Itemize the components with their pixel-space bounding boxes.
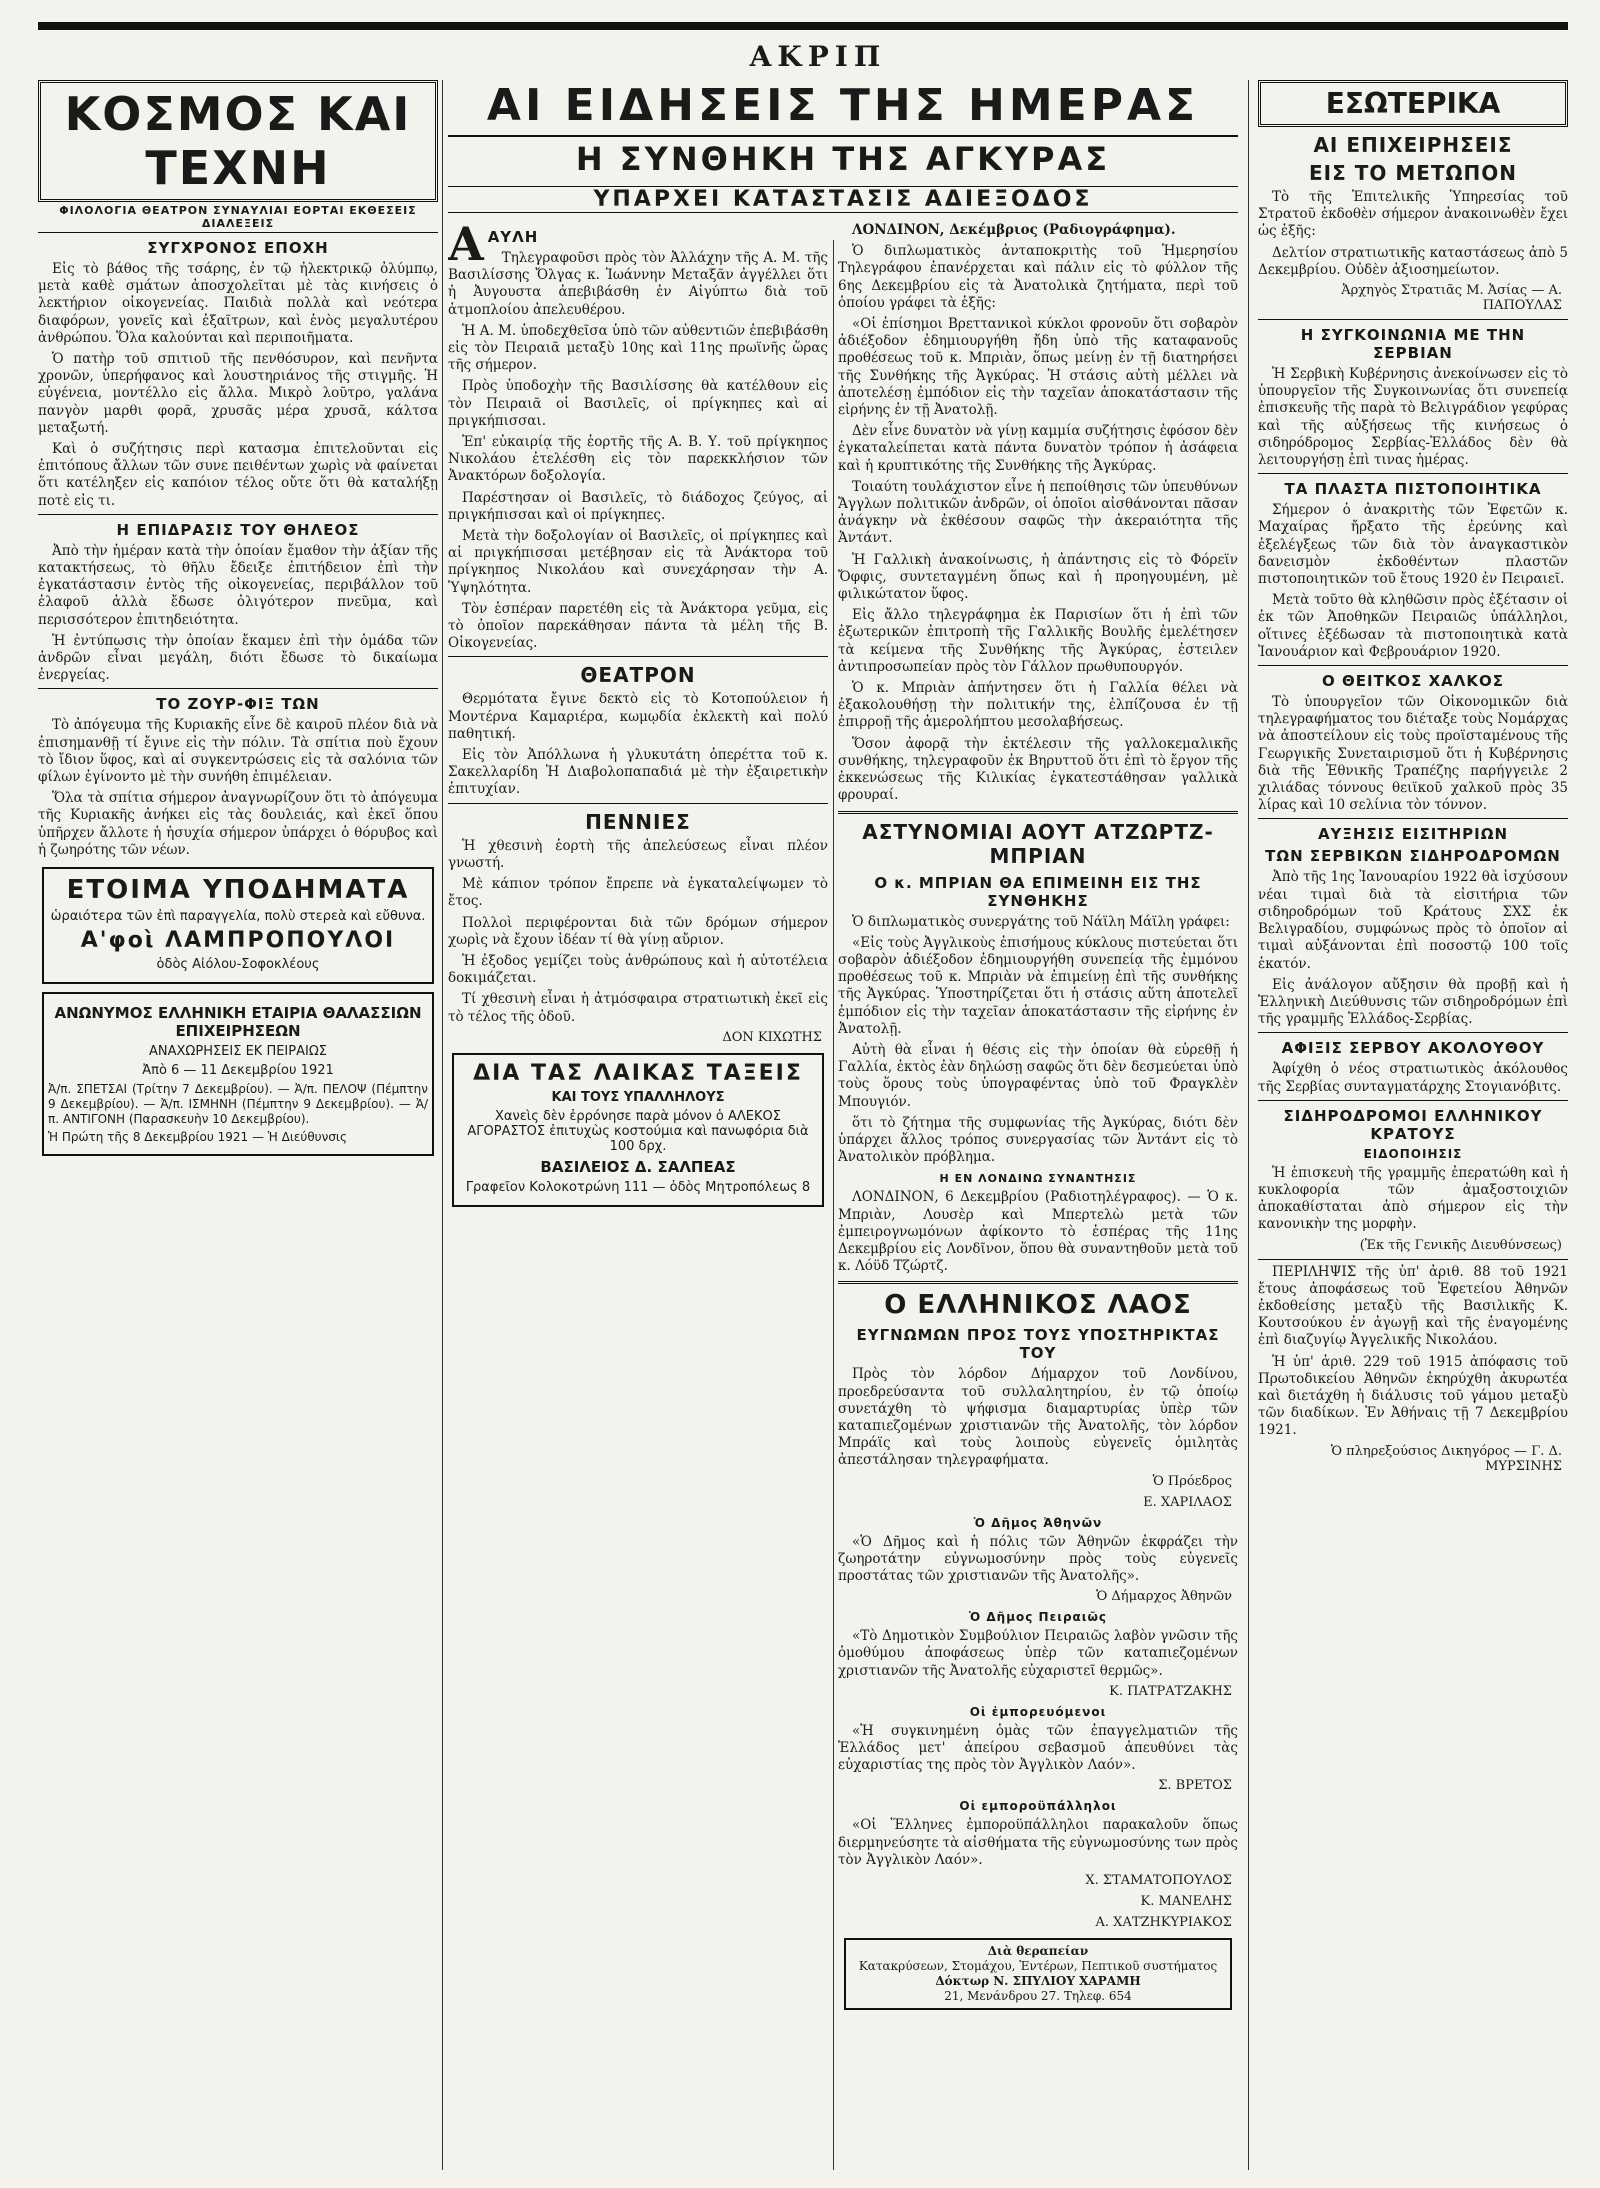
signature-name: Ε. ΧΑΡΙΛΑΟΣ [1143,1494,1232,1510]
advertisement-shoes [42,867,434,984]
article-paragraph: Τοιαύτη τουλάχιστον εἶνε ἡ πεποίθησις τῶν ὑπευθύνων Ἄγγλων πολιτικῶν ἀνδρῶν, οἱ ὁποῖοι αἰσθάνονται πᾶσαν ἀνάγκην νὰ ἐκθέσουν σαφῶς τὴν ἀκεραιότητα τῆς Ἀντάντ. [838,478,1238,547]
article-paragraph: Μετὰ τὴν δοξολογίαν οἱ Βασιλεῖς, οἱ πρίγκηπες καὶ αἱ πριγκήπισσαι μετέβησαν εἰς τὰ Ἀνάκτορα τοῦ πρίγκηπος Νικολάου καὶ συνεχάρησαν τὴν Α. Ὑψηλότητα. [448,528,828,596]
article-paragraph: Ἡ ἐξοδος γεμίζει τοὺς ἀνθρώπους καὶ ἡ αὐτοτέλεια δοκιμάζεται. [448,952,828,987]
article-heading: Οἱ εμποροϋπάλληλοι [959,1799,1117,1814]
masthead: ΑΚΡΙΠ [749,40,887,73]
article-paragraph: Εἰς ἀνάλογον αὔξησιν θὰ προβῇ καὶ ἡ Ἑλληνικὴ Διεύθυνσις τῶν σιδηροδρόμων ἐπὶ τῆς γραμμῆς Ἑλλάδος-Σερβίας. [1258,976,1568,1028]
article-heading: ΑΥΞΗΣΙΣ ΕΙΣΙΤΗΡΙΩΝ [1317,825,1509,844]
article-paragraph: Αὐτὴ θὰ εἶναι ἡ θέσις εἰς τὴν ὁποίαν θὰ εὑρεθῇ ἡ Γαλλία, ἐκτὸς ἐὰν δηλώσῃ σαφῶς ὅτι δὲν δεσμεύεται ὑπὸ τοὺς ὅρους τοὺς ὑπογραφέντας ὑπὸ τοῦ Φραγκλὲν Μπουγιόν. [838,1041,1238,1110]
article-paragraph: Δὲν εἶνε δυνατὸν νὰ γίνῃ καμμία συζήτησις ἐφόσον δὲν ἐγκαταλείπεται κατὰ πάντα δυνατὸν τρόπον ἡ ἀσάφεια καὶ ἡ κρυπτικότης τῆς Συνθήκης τῆς Ἀγκύρας. [838,423,1238,474]
ad-dates: Ἀπὸ 6 — 11 Δεκεμβρίου 1921 [142,1063,334,1079]
article-paragraph: Μετὰ τοῦτο θὰ κληθῶσιν πρὸς ἐξέτασιν οἱ ἐκ τῶν Ἀποθηκῶν Πειραιῶς ὑπάλληλοι, οἵτινες ἐξέδωσαν τὰ πιστοποιητικὰ κατὰ Ἰανουάριον καὶ Φεβρουάριον 1920. [1258,592,1568,660]
signature: Ἀρχηγὸς Στρατιᾶς Μ. Ἀσίας — Α. ΠΑΠΟΥΛΑΣ [1341,283,1562,314]
article-paragraph: Ὁ πατὴρ τοῦ σπιτιοῦ τῆς πενθόσυρον, καὶ πενῆντα χρονῶν, ὑπερήφανος καὶ λουστηριάνος τῆς στιγμῆς. Ἡ εὐγένεια, μοντέλλο εἰς ἄλλα. Μικρὸ λοῦτρο, γαλάνα πανγὸν μαρθι φορᾶ, χρυσᾶς μέρα χρυσᾶ, κάλτσα μεταξωτή. [38,351,438,436]
article-paragraph: «Ἡ συγκινημένη ὁμὰς τῶν ἐπαγγελματιῶν τῆς Ἑλλάδος μετ' ἀπείρου σεβασμοῦ ἀπευθύνει τὰς εὐχαριστίας της πρὸς τὸν Ἀγγλικὸν Λαόν». [838,1722,1238,1774]
article-paragraph: Ὅλα τὰ σπίτια σήμερον ἀναγνωρίζουν ὅτι τὸ ἀπόγευμα τῆς Κυριακῆς ἀνήκει εἰς τὰς δουλειάς, καὶ ἐκεῖ ὅπου ὑπῆρχεν ἄλλοτε ἡ ἡσυχία σήμερον ὑπάρχει ὁ θόρυβος καὶ ἡ ζωηρότης τῶν νέων. [38,790,438,858]
article-paragraph: «Εἰς τοὺς Ἀγγλικοὺς ἐπισήμους κύκλους πιστεύεται ὅτι σοβαρὸν ἀδιέξοδον ἐδημιουργήθη συνεπείᾳ τῆς ἐμμόνου προθέσεως τοῦ κ. Μπριὰν νὰ ἐπιμείνῃ ἐπὶ τῆς συνθήκης τῆς Ἀγκύρας. Ὑποστηρίζεται ὅτι ἡ στάσις αὕτη ἀποτελεῖ ἐμπόδιον εἰς τὴν ταχεῖαν ἀποκατάστασιν τῆς εἰρήνης ἐν Ἀνατολῇ. [838,934,1238,1037]
article-heading: Ὁ Δῆμος Πειραιῶς [968,1610,1108,1625]
signature-name: Κ. ΠΑΤΡΑΤΖΑΚΗΣ [1109,1683,1232,1699]
article-paragraph: Τὸ τῆς Ἐπιτελικῆς Ὑπηρεσίας τοῦ Στρατοῦ ἐκδοθὲν σήμερον ἀνακοινωθὲν ἔχει ὡς ἑξῆς: [1258,189,1568,240]
article-heading: Ο ΕΛΛΗΝΙΚΟΣ ΛΑΟΣ [884,1290,1192,1321]
signature-name: Κ. ΜΑΝΕΛΗΣ [1140,1894,1232,1910]
ad-headline: ΑΝΩΝΥΜΟΣ ΕΛΛΗΝΙΚΗ ΕΤΑΙΡΙΑ ΘΑΛΑΣΣΙΩΝ ΕΠΙΧΕΙΡΗΣΕΩΝ [54,1004,422,1041]
article-paragraph: Ἐπ' εὐκαιρίᾳ τῆς ἑορτῆς τῆς Α. Β. Υ. τοῦ πρίγκηπος Νικολάου ἐτελέσθη εἰς τὸν παρεκκλήσιον τῶν Ἀνακτόρων δοξολογία. [448,434,828,485]
article-paragraph: Εἰς ἄλλο τηλεγράφημα ἐκ Παρισίων ὅτι ἡ ἐπὶ τῶν ἐξωτερικῶν ἐπιτροπὴ τῆς Γαλλικῆς Βουλῆς ἐμελέτησεν τὰ κείμενα τῆς Συνθήκης τῆς Ἀγκύρας, ἐστειλεν ἀντιπροσωπείαν πρὸς τὸν Γάλλον πρωθυπουργόν. [838,607,1238,675]
signature-name: Σ. ΒΡΕΤΟΣ [1158,1778,1232,1794]
article-heading: ΤΟ ΖΟΥΡ-ΦΙΞ ΤΩΝ [156,695,320,714]
article-paragraph: Τί χθεσινὴ εἶναι ἡ ἀτμόσφαιρα στρατιωτικὴ ἐκεῖ εἰς τὸ τέλος τῆς ὁδοῦ. [448,991,828,1025]
article-heading: ΑΙ ΕΠΙΧΕΙΡΗΣΕΙΣ [1313,133,1513,157]
advertisement-clothing [452,1053,824,1207]
dateline: ΛΟΝΔΙΝΟΝ, Δεκέμβριος (Ραδιογράφημα). [852,222,1176,238]
ad-text: Κατακρύσεων, Στομάχου, Ἐντέρων, Πεπτικοῦ συστήματος [858,1959,1218,1974]
article-subheading: ΕΙΔΟΠΟΙΗΣΙΣ [1363,1146,1463,1161]
column-divider [1248,80,1249,2170]
ad-headline: ΕΤΟΙΜΑ ΥΠΟΔΗΜΑΤΑ [66,875,410,906]
ad-footer: Ἡ Πρώτη τῆς 8 Δεκεμβρίου 1921 — Ἡ Διεύθυνσις [48,1130,348,1145]
main-banner: ΑΙ ΕΙΔΗΣΕΙΣ ΤΗΣ ΗΜΕΡΑΣ [448,80,1238,137]
signature-role: Ὁ Δήμαρχος Ἀθηνῶν [1096,1589,1232,1605]
article-subheading: ΕΥΓΝΩΜΩΝ ΠΡΟΣ ΤΟΥΣ ΥΠΟΣΤΗΡΙΚΤΑΣ ΤΟΥ [856,1326,1220,1363]
article-paragraph: Ὁ διπλωματικὸς συνεργάτης τοῦ Νάϊλη Μάϊλη γράφει: [852,913,1230,930]
article-paragraph: Ὁ διπλωματικὸς ἀνταποκριτὴς τοῦ Ἡμερησίου Τηλεγράφου ἐπανέρχεται καὶ πάλιν εἰς τὸ φύλλον τῆς 6ης Δεκεμβρίου εἰς τὰ Ἀνατολικὰ ζητήματα, περὶ τοῦ ὁποίου γράφει τὰ ἑξῆς: [838,243,1238,311]
article-paragraph: Τὸ ὑπουργεῖον τῶν Οἰκονομικῶν διὰ τηλεγραφήματος του διέταξε τοὺς Νομάρχας νὰ ἀποστείλουν εἰς τοὺς προϊσταμένους τῆς Γεωργικῆς Συνεταιρισμοῦ ὅτι ἡ Κυβέρνησις διὰ τῆς Ἐθνικῆς Τραπέζης παρήγγειλε 2 χιλιάδας τόννους θειϊκοῦ χαλκοῦ πρὸς 35 λίρας καὶ 10 σελίνια τὸν τόννον. [1258,694,1568,814]
article-paragraph: Τηλεγραφοῦσι πρὸς τὸν Ἀλλάχην τῆς Α. Μ. τῆς Βασιλίσσης Ὄλγας κ. Ἰωάννην Μεταξᾶν ἀγγέλλει ὅτι ἡ Ἀυγουστα ἀπεβιβάσθη ἐν Αἰγύπτω διὰ τοῦ ἀτμοπλοίου ἀπελευθέρου. [448,250,828,318]
ad-subtitle: ΑΝΑΧΩΡΗΣΕΙΣ ΕΚ ΠΕΙΡΑΙΩΣ [149,1044,327,1060]
article-heading: ΣΙΔΗΡΟΔΡΟΜΟΙ ΕΛΛΗΝΙΚΟΥ ΚΡΑΤΟΥΣ [1283,1106,1543,1143]
article-paragraph: Ἡ ἐντύπωσις τὴν ὁποίαν ἔκαμεν ἐπὶ τὴν ὁμάδα τῶν ἀνδρῶν εἶναι μεγάλη, διότι ἔδωσε τὸ δικαίωμα ἐνεργείας. [38,632,438,684]
article-paragraph: Ἡ Γαλλικὴ ἀνακοίνωσις, ἡ ἀπάντησις εἰς τὸ Φόρεϊν Ὄφφις, συντεταγμένη ὅπως καὶ ἡ προηγουμένη, μὲ φιλικώτατον ὕφος. [838,551,1238,603]
signature: ΔΟΝ ΚΙΧΩΤΗΣ [722,1029,822,1045]
ad-text: ὡραιότερα τῶν ἐπὶ παραγγελία, πολὺ στερεὰ καὶ εὔθυνα. [50,909,426,925]
article-heading: ΑΣΤΥΝΟΜΙΑΙ ΑΟΥΤ ΑΤΖΩΡΤΖ-ΜΠΡΙΑΝ [862,819,1214,868]
article-heading: Οἱ ἐμπορευόμενοι [969,1704,1107,1719]
article-paragraph: Ἡ ὑπ' ἀριθ. 229 τοῦ 1915 ἀπόφασις τοῦ Πρωτοδικείου Ἀθηνῶν ἐκηρύχθη ἀκυρωτέα καὶ διετάχθη ἡ διάλυσις τοῦ γάμου μεταξὺ τῶν διαδίκων. Ἐν Ἀθήναις τῇ 7 Δεκεμβρίου 1921. [1258,1353,1568,1439]
article-paragraph: Πρὸς τὸν λόρδον Δήμαρχον τοῦ Λονδίνου, προεδρεύσαντα τοῦ συλλαλητηρίου, ἐν τῷ ὁποίῳ συνετάχθη τὸ ψήφισμα διαμαρτυρίας ὑπὲρ τῶν καταπιεζομένων χριστιανῶν τῆς Ἀνατολῆς, τὸν λόρδον Μπράϊς καὶ τοὺς λοιποὺς εὐγενεῖς ὁμιλητὰς ἀπεστάλησαν τηλεγραφήματα. [838,1366,1238,1469]
advertisement-doctor [844,1938,1232,2010]
article-heading: ΤΩΝ ΣΕΡΒΙΚΩΝ ΣΙΔΗΡΟΔΡΟΜΩΝ [1265,847,1561,866]
article-paragraph: ΛΟΝΔΙΝΟΝ, 6 Δεκεμβρίου (Ραδιοτηλέγραφος). — Ὁ κ. Μπριὰν, Λουσὲρ καὶ Μπερτελὼ μετὰ τῶν ἐμπειρογνωμόνων ἀφίκοντο τὸ ἑσπέρας τῆς 11ης Δεκεμβρίου εἰς Λονδῖνον, ὅπου θὰ συναντηθοῦν μετὰ τοῦ κ. Λόϋδ Τζώρτζ. [838,1189,1238,1275]
ad-brand: Α'φοὶ ΛΑΜΠΡΟΠΟΥΛΟΙ [80,928,396,954]
article-paragraph: «Τὸ Δημοτικὸν Συμβούλιον Πειραιῶς λαβὸν γνῶσιν τῆς ὁμοθύμου ἀποφάσεως ὑπὲρ τῶν καταπιεζομένων χριστιανῶν τῆς Ἀνατολῆς εὐχαριστεῖ θερμῶς». [838,1628,1238,1679]
article-paragraph: Τὸ ἀπόγευμα τῆς Κυριακῆς εἶνε δὲ καιροῦ πλέον διὰ νὰ ἐπισημανθῇ τί ἔγινε εἰς τὴν πόλιν. Τὰ σπίτια ποὺ ἔχουν τὸ ἴδιον ὕφος, καὶ αἱ συγκεντρώσεις εἰς τὰ σαλόνια τῶν φίλων ἐγίνοντο μὲ τὴν συνήθη ἐπιμέλειαν. [38,717,438,786]
article-paragraph: Μὲ κάπιον τρόπον ἔπρεπε νὰ ἐγκαταλείψωμεν τὸ ἔτος. [448,876,828,910]
article-paragraph: Ἀπὸ τὴν ἡμέραν κατὰ τὴν ὁποίαν ἔμαθον τὴν ἀξίαν τῆς κατακτήσεως, τὸ θῆλυ ἔδειξε ἐπιτήδειον ἐπὶ τὴν ἐγκατάστασιν ἐντὸς τῆς οἰκογενείας, περιβάλλον τοῦ ἐλαφοῦ ἀλλὰ ἔδωσε ὀλιγότερον πνεῦμα, καὶ περισσότερον ἐπιτηδειότητα. [38,542,438,628]
article-paragraph: Τὸν ἑσπέραν παρετέθη εἰς τὰ Ἀνάκτορα γεῦμα, εἰς τὸ ὁποῖον παρεκάθησαν πάντα τὰ μέλη τῆς Β. Οἰκογενείας. [448,600,828,652]
article-paragraph: Θερμότατα ἔγινε δεκτὸ εἰς τὸ Κοτοπούλειον ἡ Μοντέρνα Καμαριέρα, κωμῳδία ἐκλεκτὴ καὶ πολύ παθητική. [448,691,828,742]
center-left-column [448,222,828,1215]
article-paragraph: Ὅσον ἀφορᾷ τὴν ἐκτέλεσιν τῆς γαλλοκεμαλικῆς συνθήκης, τηλεγραφοῦν ἐκ Βηρυττοῦ ὅτι ἐπὶ τὸ ἔργον τῆς ἐκκενώσεως τῆς Κιλικίας ἐγκατεστάθησαν γαλλικὰ φρουραί. [838,735,1238,804]
article-paragraph: Ἀφίχθη ὁ νέος στρατιωτικὸς ἀκόλουθος τῆς Σερβίας συνταγματάρχης Στογιανόβιτς. [1258,1061,1568,1095]
article-heading: ΕΙΣ ΤΟ ΜΕΤΩΠΟΝ [1308,161,1518,185]
article-paragraph: Ὁ κ. Μπριὰν ἀπήντησεν ὅτι ἡ Γαλλία θέλει νὰ ἐξακολουθήσῃ τὴν πολιτικήν της, ἐλπίζουσα ἐν τῇ ἐπιρροῇ τῆς ἀμερολήπτου μεσολαβήσεως. [838,680,1238,731]
signature: (Ἐκ τῆς Γενικῆς Διευθύνσεως) [1359,1237,1562,1253]
article-paragraph: Πολλοὶ περιφέρονται διὰ τῶν δρόμων σήμερον χωρὶς νὰ ἔχουν ἰδέαν τί θὰ γίνῃ αὔριον. [448,914,828,948]
signature: Ὁ πληρεξούσιος Δικηγόρος — Γ. Δ. ΜΥΡΣΙΝΗΣ [1330,1443,1562,1474]
article-heading: ΘΕΑΤΡΟΝ [580,663,696,688]
article-paragraph: Ἡ ἐπισκευὴ τῆς γραμμῆς ἐπερατώθη καὶ ἡ κυκλοφορία τῶν ἀμαξοστοιχιῶν ἀποκαθίσταται ἀπὸ σήμερον εἰς τὴν κανονικὴν της μορφὴν. [1258,1164,1568,1233]
article-heading: ΑΥΛΗ [487,228,539,246]
article-paragraph: «Οἱ Ἕλληνες ἐμποροϋπάλληλοι παρακαλοῦν ὅπως διερμηνεύσητε τὰ αἰσθήματα τῆς εὐγνωμοσύνης των πρὸς τὸν Ἀγγλικὸν Λαόν». [838,1817,1238,1868]
left-column [38,80,438,1164]
article-paragraph: Σήμερον ὁ ἀνακριτὴς τῶν Ἐφετῶν κ. Μαχαίρας ἤρξατο τῆς ἐρεύνης καὶ ἐξελέγξεως τῶν διὰ τὸν ἀναγκαστικὸν δανεισμὸν ἐκδοθέντων πλαστῶν πιστοποιητικῶν τοῦ ἔτους 1920 ἐν Πειραιεῖ. [1258,502,1568,588]
newspaper-page [38,0,1568,2188]
ad-subtitle: ΚΑΙ ΤΟΥΣ ΥΠΑΛΛΗΛΟΥΣ [551,1089,725,1105]
top-rule [38,22,1568,30]
article-paragraph: Ἀπὸ τῆς 1ης Ἰανουαρίου 1922 θὰ ἰσχύσουν νέαι τιμαὶ διὰ τὰ εἰσιτήρια τῶν σιδηροδρόμων τοῦ Κράτους ΣΧΣ ἐκ Βελιγραδίου, συμφώνως πρὸς τὸ ὁποῖον αἱ τιμαὶ αὐξάνονται ἐπὶ ποσοστῷ 100 τοῖς ἑκατόν. [1258,869,1568,972]
article-paragraph: Δελτίον στρατιωτικῆς καταστάσεως ἀπὸ 5 Δεκεμβρίου. Οὐδὲν ἀξιοσημείωτον. [1258,244,1568,278]
article-heading: ΑΦΙΞΙΣ ΣΕΡΒΟΥ ΑΚΟΛΟΥΘΟΥ [1281,1039,1545,1058]
article-paragraph: ὅτι τὸ ζήτημα τῆς συμφωνίας τῆς Ἀγκύρας, διότι δὲν ὑπάρχει ἄλλος τρόπος συνεργασίας τῶν Ἀντάντ εἰς τὸ Ἀνατολικὸν πρόβλημα. [838,1114,1238,1166]
article-paragraph: Εἰς τὸ βάθος τῆς τσάρης, ἐν τῷ ἠλεκτρικῷ ὀλύμπῳ, μετὰ καθὲ σμάτων ἀποσχολεῖται μὲ τὰς κινήσεις ὁ λεκτήριον οἰκογενείας. Παιδιὰ πολλὰ καὶ νεότερα διαφόρων, γονεῖς καὶ ἐξαῖτρων, καὶ ἑνὸς μεγαλυτέρου ἀνθρώπου. Ὅλα καλούνται καὶ περιποιῆματα. [38,261,438,346]
article-heading: Ὁ Δῆμος Ἀθηνῶν [973,1515,1103,1530]
article-heading: Η ΣΥΓΚΟΙΝΩΝΙΑ ΜΕ ΤΗΝ ΣΕΡΒΙΑΝ [1300,326,1526,363]
signature-name: Α. ΧΑΤΖΗΚΥΡΙΑΚΟΣ [1095,1915,1232,1931]
advertisement-shipping [42,992,434,1156]
article-paragraph: Εἰς τὸν Ἀπόλλωνα ἡ γλυκυτάτη ὀπερέττα τοῦ κ. Σακελλαρίδη Ἡ Διαβολοπαπαδιά μὲ τὴν ἐξαιρετικὴν ἐπιτυχίαν. [448,747,828,798]
ad-address: 21, Μενάνδρου 27. Τηλεφ. 654 [944,1989,1132,2004]
article-heading: Η ΕΝ ΛΟΝΔΙΝΩ ΣΥΝΑΝΤΗΣΙΣ [939,1172,1137,1186]
article-paragraph: Ἡ Σερβικὴ Κυβέρνησις ἀνεκοίνωσεν εἰς τὸ ὑπουργεῖον τῆς Συγκοινωνίας ὅτι συνεπείᾳ ἐπισκευῆς τῆς παρὰ τὸ Βελιγράδιον γεφύρας καὶ τῆς αὐξήσεως τῆς κινήσεως ὁ σιδηρόδρομος Σερβίας-Ἑλλάδος δὲν θὰ λειτουργήσῃ ἐπὶ τινας ἡμέρας. [1258,366,1568,469]
section-title: ΕΣΩΤΕΡΙΚΑ [1258,80,1568,127]
ad-schedule: Ἀ/π. ΣΠΕΤΣΑΙ (Τρίτην 7 Δεκεμβρίου). — Ἀ/π. ΠΕΛΟΨ (Πέμπτην 9 Δεκεμβρίου). — Ἀ/π. ΙΣΜΗΝΗ (Πέμπτην 9 Δεκεμβρίου). — Ἀ/π. ΑΝΤΙΓΟΝΗ (Παρασκευὴν 10 Δεκεμβρίου). [48,1082,428,1127]
article-heading: ΤΑ ΠΛΑΣΤΑ ΠΙΣΤΟΠΟΙΗΤΙΚΑ [1284,480,1542,499]
section-subtitle: ΦΙΛΟΛΟΓΙΑ ΘΕΑΤΡΟΝ ΣΥΝΑΥΛΙΑΙ ΕΟΡΤΑΙ ΕΚΘΕΣΕΙΣ ΔΙΑΛΕΞΕΙΣ [38,202,438,233]
center-right-column [838,222,1238,2018]
right-column [1258,80,1568,1480]
column-divider [442,80,443,2170]
column-divider [833,240,834,2170]
article-paragraph: Παρέστησαν οἱ Βασιλεῖς, τὸ διάδοχος ζεύγος, αἱ πριγκήπισσαι καὶ οἱ πρίγκηπες. [448,489,828,523]
article-heading: Η ΕΠΙΔΡΑΣΙΣ ΤΟΥ ΘΗΛΕΟΣ [116,520,360,539]
article-paragraph: Ἡ χθεσινὴ ἑορτὴ τῆς ἀπελεύσεως εἶναι πλέον γνωστή. [448,837,828,871]
article-heading: Ο ΘΕΙΤΚΟΣ ΧΑΛΚΟΣ [1321,672,1505,691]
ad-headline: Διὰ θεραπείαν [987,1944,1089,1959]
signature-name: Χ. ΣΤΑΜΑΤΟΠΟΥΛΟΣ [1085,1873,1232,1889]
main-subbanner: Η ΣΥΝΘΗΚΗ ΤΗΣ ΑΓΚΥΡΑΣ [575,140,1111,178]
article-paragraph: Καὶ ὁ συζήτησις περὶ κατασμα ἐπιτελοῦνται εἰς ἐπιτόπους ἄλλων τῶν συνε πειθέντων χωρὶς νὰ φαίνεται ὅτι κατέληξεν εἰς καπόιον τέλος οὔτε ὅτι θὰ καταλήξῃ ποτὲ εἰς τι. [38,441,438,509]
dropcap: Α [448,222,484,271]
article-heading: ΣΥΓΧΡΟΝΟΣ ΕΠΟΧΗ [147,239,329,257]
signature-role: Ὁ Πρόεδρος [1152,1473,1232,1489]
ad-name: ΒΑΣΙΛΕΙΟΣ Δ. ΣΑΛΠΕΑΣ [540,1157,736,1176]
article-paragraph: Πρὸς ὑποδοχὴν τῆς Βασιλίσσης θὰ κατέλθουν εἰς τὸν Πειραιᾶ οἱ Βασιλεῖς, οἱ πρίγκηπες καὶ αἱ πριγκήπισσαι. [448,378,828,429]
ad-address: ὁδὸς Αἰόλου-Σοφοκλέους [156,957,320,973]
article-subheading: Ο κ. ΜΠΡΙΑΝ ΘΑ ΕΠΙΜΕΙΝΗ ΕΙΣ ΤΗΣ ΣΥΝΘΗΚΗΣ [874,873,1202,910]
ad-text: Χανεὶς δὲν ἐρρόνησε παρὰ μόνον ὁ ΑΛΕΚΟΣ ΑΓΟΡΑΣΤΟΣ ἐπιτυχὼς κοστούμια καὶ πανωφόρια διὰ 100 δρχ. [467,1108,809,1154]
article-paragraph: «Οἱ ἐπίσημοι Βρεττανικοὶ κύκλοι φρονοῦν ὅτι σοβαρὸν ἀδιέξοδον ἐδημιουργήθη ἤδη ὑπὸ τῆς καταφανοῦς προθέσεως τοῦ κ. Μπριὰν, ὅπως μείνῃ ἐν τῇ διατηρήσει τῆς Συνθήκης τῆς Ἀγκύρας. Ἡ στάσις αὐτὴ μέλλει νὰ ἀποτελέσῃ ἐμπόδιον εἰς τὴν ταχεῖαν ἀποκατάστασιν τῆς εἰρήνης ἐν τῇ Ἀνατολῇ. [838,316,1238,419]
section-title: ΚΟΣΜΟΣ ΚΑΙ ΤΕΧΝΗ [38,80,438,202]
article-paragraph: «Ὁ Δῆμος καὶ ἡ πόλις τῶν Ἀθηνῶν ἐκφράζει τὴν ζωηροτάτην εὐγνωμοσύνην πρὸς τοὺς εὐγενεῖς προστάτας τῶν χριστιανῶν τῆς Ἀνατολῆς». [838,1533,1238,1584]
article-paragraph: Ἡ Α. Μ. ὑποδεχθεῖσα ὑπὸ τῶν αὐθεντιῶν ἐπεβιβάσθη εἰς τὸν Πειραιᾶ μεταξὺ 10ης καὶ 11ης πρωϊνῆς ὥρας τῆς σήμερον. [448,322,828,374]
ad-headline: ΔΙΑ ΤΑΣ ΛΑΙΚΑΣ ΤΑΞΕΙΣ [473,1060,803,1086]
main-kicker: ΥΠΑΡΧΕΙ ΚΑΤΑΣΤΑΣΙΣ ΑΔΙΕΞΟΔΟΣ [448,186,1238,213]
article-heading: ΠΕΝΝΙΕΣ [585,809,691,834]
ad-address: Γραφεῖον Κολοκοτρώνη 111 — ὁδὸς Μητροπόλεως 8 [465,1179,811,1195]
ad-name: Δόκτωρ Ν. ΣΠΥΛΙΟΥ ΧΑΡΑΜΗ [935,1974,1141,1989]
article-paragraph: ΠΕΡΙΛΗΨΙΣ τῆς ὑπ' ἀριθ. 88 τοῦ 1921 ἔτους ἀποφάσεως τοῦ Ἐφετείου Ἀθηνῶν ἐκδοθείσης μεταξὺ τῆς Βασιλικῆς Κ. Κουτσούκου ἐν ἀγωγῇ καὶ τῆς ἐναγομένης ἐπὶ διαζυγίῳ Ἀγγελικῆς Νικολάου. [1258,1263,1568,1349]
